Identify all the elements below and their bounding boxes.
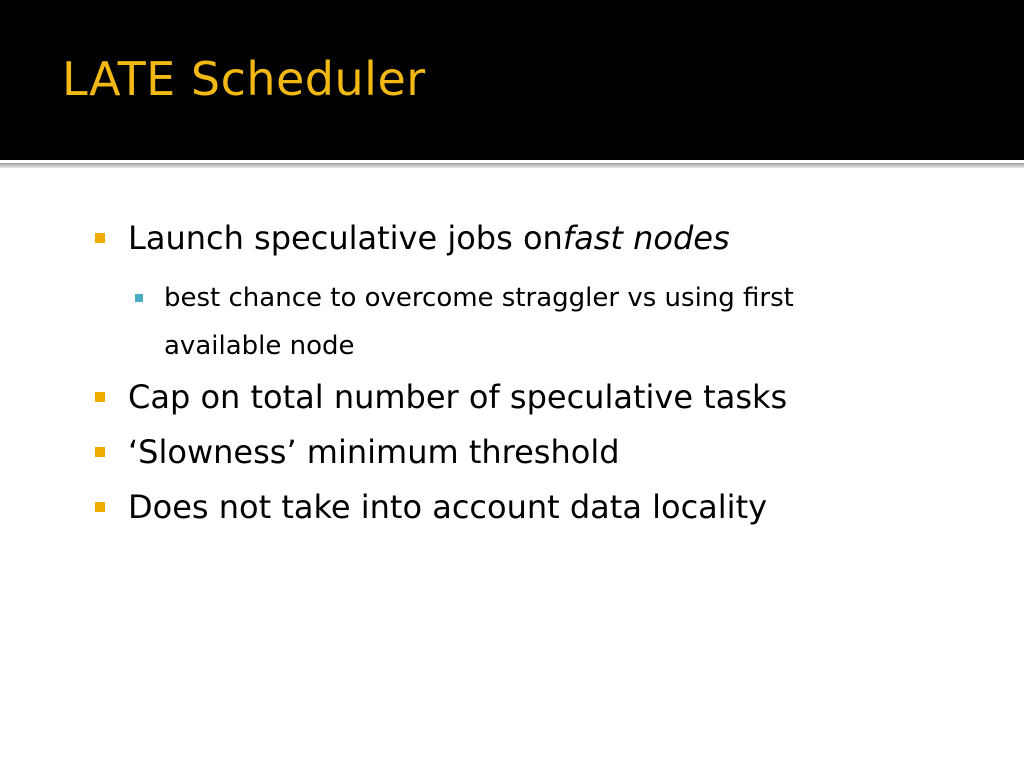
bullet-2-text: Cap on total number of speculative tasks bbox=[128, 378, 788, 416]
bullet-marker-icon bbox=[95, 233, 105, 243]
bullet-4-text: Does not take into account data locality bbox=[128, 488, 768, 526]
bullet-4 bbox=[128, 487, 767, 527]
subbullet-1 bbox=[164, 274, 794, 370]
bullet-3-text: ‘Slowness’ minimum threshold bbox=[128, 433, 620, 471]
bullet-1-emphasis: fast nodes bbox=[562, 219, 730, 257]
bullet-marker-icon bbox=[95, 502, 105, 512]
subbullet-1-line-1: best chance to overcome straggler vs using first bbox=[164, 283, 794, 313]
slide-title: LATE Scheduler bbox=[62, 52, 426, 106]
bullet-1-text: Launch speculative jobs on bbox=[128, 219, 563, 257]
subbullet-marker-icon bbox=[135, 294, 143, 302]
bullet-1 bbox=[128, 218, 730, 258]
bullet-3 bbox=[128, 432, 620, 472]
subbullet-1-line-2: available node bbox=[164, 331, 355, 361]
bullet-marker-icon bbox=[95, 392, 105, 402]
bullet-2 bbox=[128, 377, 787, 417]
bullet-marker-icon bbox=[95, 447, 105, 457]
